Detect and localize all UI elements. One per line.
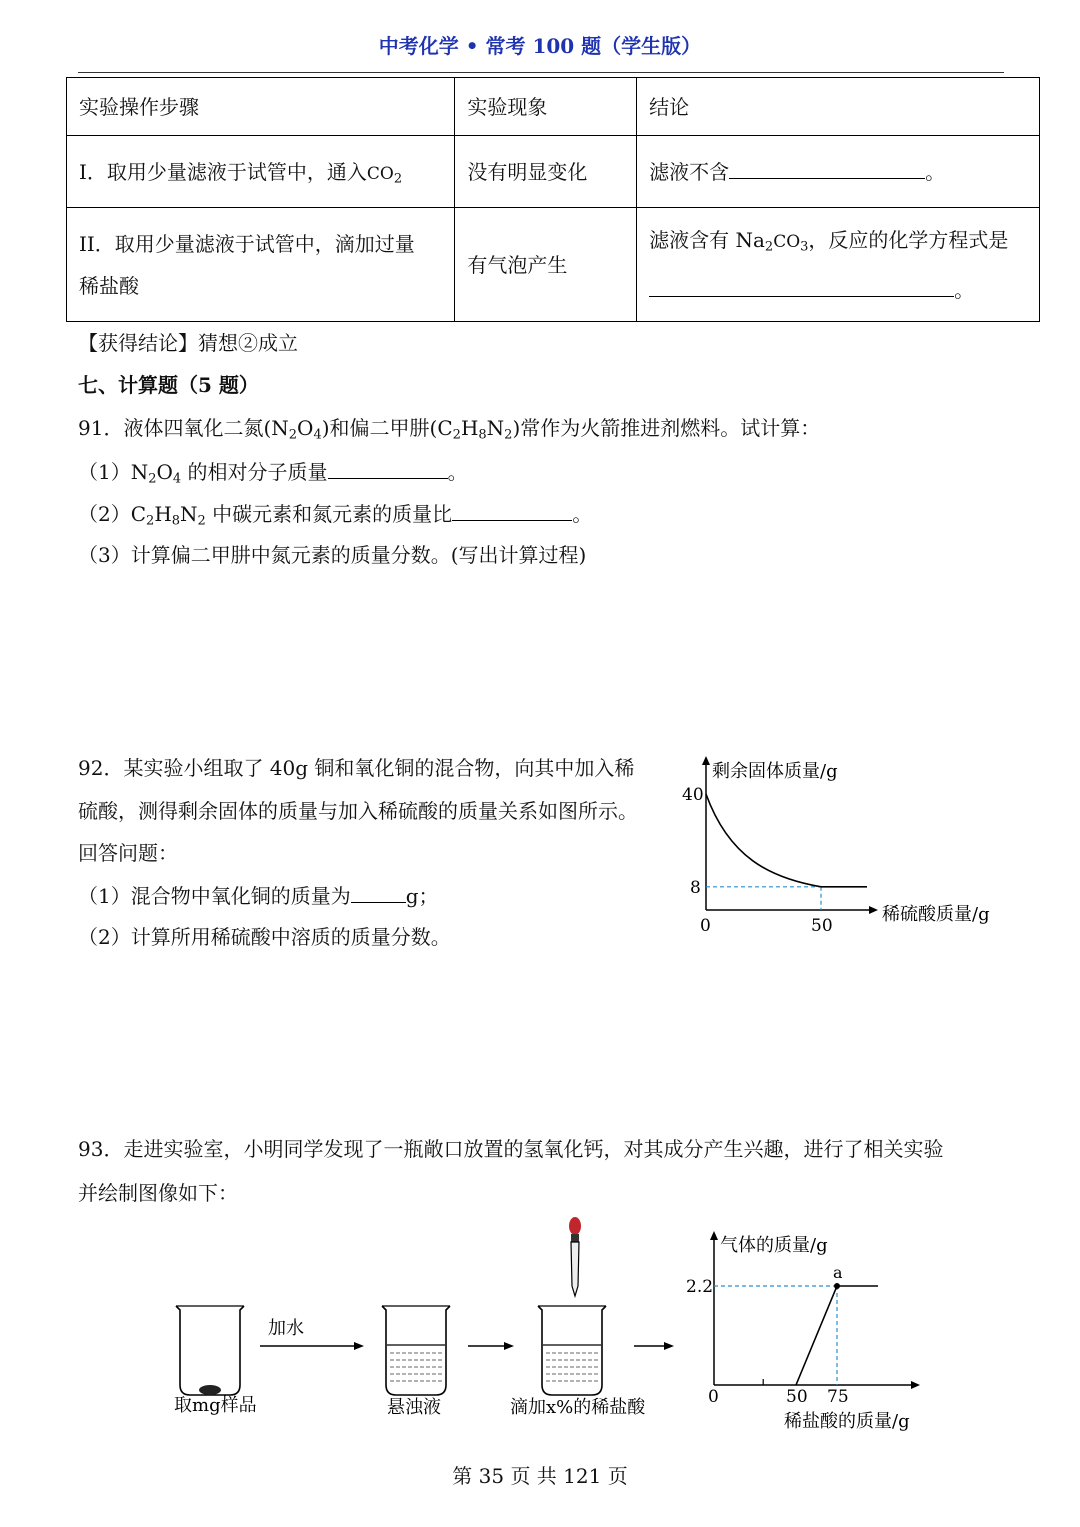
table-header-cell: 实验现象 (455, 78, 637, 136)
answer-blank[interactable] (328, 458, 448, 479)
y-axis-arrow (702, 756, 710, 765)
page-footer: 第 35 页 共 121 页 (452, 1464, 628, 1488)
q92-chart (670, 750, 1010, 950)
x-tick-label: 50 (786, 1387, 808, 1407)
y-axis-label: 剩余固体质量/g (712, 761, 838, 782)
table-cell-step: II．取用少量滤液于试管中，滴加过量 稀盐酸 (67, 208, 455, 322)
y-axis-label: 气体的质量/g (720, 1235, 828, 1256)
beaker-sample (176, 1306, 244, 1395)
answer-blank[interactable] (649, 276, 954, 297)
table-cell-phenomenon: 没有明显变化 (455, 136, 637, 208)
y-tick-label: 8 (690, 877, 701, 898)
table-row (67, 136, 1040, 208)
experiment-table (66, 77, 1040, 322)
q92-stem-line: 回答问题： (78, 841, 178, 865)
x-axis-label: 稀盐酸的质量/g (784, 1411, 910, 1432)
table-cell-conclusion: 滤液含有 $Na_2CO_3$，反应的化学方程式是 。 (637, 208, 1040, 322)
arrow-head (354, 1342, 364, 1350)
table-row (67, 208, 1040, 322)
table-cell-phenomenon: 有气泡产生 (455, 208, 637, 322)
q92-part1: （1）混合物中氧化铜的质量为 g； (78, 884, 439, 908)
arrow-head (504, 1342, 514, 1350)
conclusion-line: 【获得结论】猜想②成立 (78, 331, 298, 355)
point-label: a (833, 1263, 843, 1282)
q93-stem-line: 93．走进实验室，小明同学发现了一瓶敞口放置的氢氧化钙，对其成分产生兴趣，进行了相关实验 (78, 1137, 944, 1161)
x-axis-label: 稀硫酸质量/g (882, 904, 990, 925)
x-axis-arrow (911, 1381, 920, 1389)
data-point-a (834, 1283, 840, 1289)
beaker-suspension (382, 1306, 450, 1395)
y-tick-label: 2.2 (686, 1277, 714, 1297)
y-axis-arrow (710, 1231, 718, 1240)
table-header-cell: 实验操作步骤 (67, 78, 455, 136)
dropper-icon (569, 1217, 581, 1296)
x-tick-label: 0 (708, 1387, 719, 1407)
answer-blank[interactable] (351, 882, 406, 903)
section-title: 七、计算题（5 题） (78, 373, 259, 397)
q93-chart (680, 1225, 1010, 1440)
table-header-cell: 结论 (637, 78, 1040, 136)
q91-part3: （3）计算偏二甲肼中氮元素的质量分数。(写出计算过程) (78, 543, 587, 567)
q93-stem-line: 并绘制图像如下： (78, 1181, 238, 1205)
q91-part2: $(2)C_2H_8N_2$ 中碳元素和氮元素的质量比 。 (78, 502, 593, 529)
header-rule (78, 72, 1004, 73)
q91-stem: 91．液体四氧化二氮$(N_2O_4)$和偏二甲肼$(C_2H_8N_2)$常作为火箭推进剂燃料。试计算： (78, 416, 821, 443)
step-label: 滴加x%的稀盐酸 (510, 1397, 646, 1418)
table-header-row (67, 78, 1040, 136)
q92-stem-line: 92．某实验小组取了 40g 铜和氧化铜的混合物，向其中加入稀 (78, 756, 635, 780)
step-label: 悬浊液 (387, 1397, 441, 1418)
q92-stem-line: 硫酸，测得剩余固体的质量与加入稀硫酸的质量关系如图所示。 (78, 799, 638, 823)
beaker-titration (538, 1306, 606, 1395)
y-tick-label: 40 (682, 785, 704, 805)
page-header-title: 中考化学 • 常考 100 题（学生版） (378, 34, 702, 58)
step-label: 取mg样品 (174, 1395, 257, 1416)
q91-part1: $(1)N_2O_4$ 的相对分子质量 。 (78, 460, 468, 487)
x-tick-label: 0 (700, 916, 711, 936)
arrow-label: 加水 (268, 1318, 304, 1339)
answer-blank[interactable] (452, 500, 572, 521)
data-curve (706, 794, 867, 887)
table-cell-conclusion: 滤液不含 。 (637, 136, 1040, 208)
q92-part2: （2）计算所用稀硫酸中溶质的质量分数。 (78, 925, 451, 949)
x-axis-arrow (869, 906, 878, 914)
x-tick-label: 75 (827, 1387, 849, 1407)
answer-blank[interactable] (729, 158, 925, 179)
arrow-head (664, 1342, 674, 1350)
table-cell-step: I．取用少量滤液于试管中，通入$CO_2$ (67, 136, 455, 208)
x-tick-label: 50 (811, 916, 833, 936)
